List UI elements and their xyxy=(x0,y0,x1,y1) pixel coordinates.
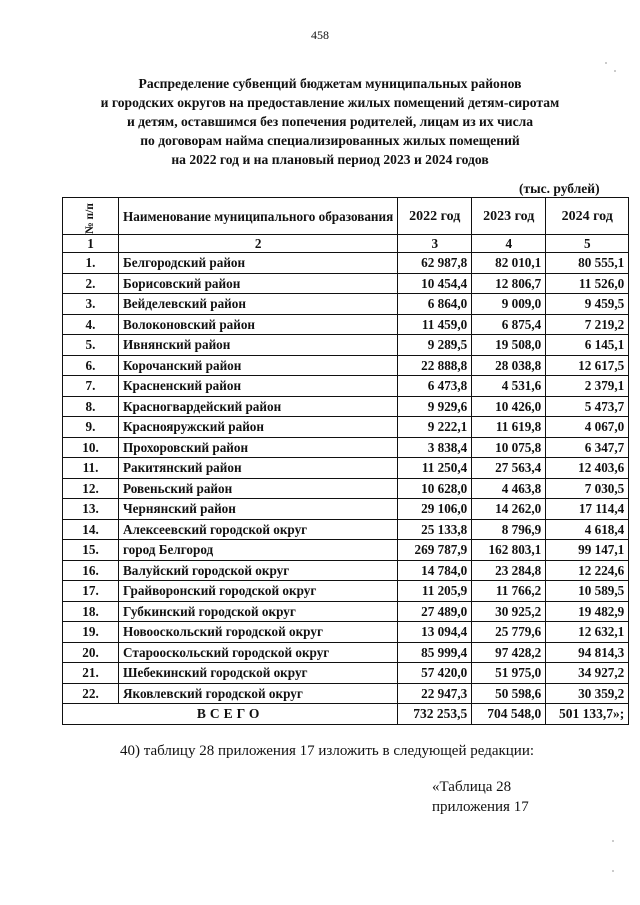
scan-speck xyxy=(605,62,607,64)
value-2024: 94 814,3 xyxy=(546,642,629,663)
value-2024: 5 473,7 xyxy=(546,396,629,417)
value-2022: 10 454,4 xyxy=(398,273,472,294)
value-2022: 6 473,8 xyxy=(398,376,472,397)
table-row xyxy=(63,601,629,622)
municipality-name: Губкинский городской округ xyxy=(119,601,398,622)
value-2023: 11 619,8 xyxy=(472,417,546,438)
distribution-table xyxy=(62,197,629,725)
row-number: 10. xyxy=(63,437,119,458)
value-2024: 12 224,6 xyxy=(546,560,629,581)
value-2022: 22 947,3 xyxy=(398,683,472,704)
value-2023: 162 803,1 xyxy=(472,540,546,561)
header-2024: 2024 год xyxy=(546,198,629,235)
value-2023: 10 426,0 xyxy=(472,396,546,417)
column-index: 1 xyxy=(63,235,119,253)
header-name: Наименование муниципального образования xyxy=(119,198,398,235)
title-line-3: и детям, оставшимся без попечения родителей, лицам из их числа xyxy=(126,114,534,129)
municipality-name: Грайворонский городской округ xyxy=(119,581,398,602)
table-row xyxy=(63,294,629,315)
value-2023: 27 563,4 xyxy=(472,458,546,479)
value-2023: 19 508,0 xyxy=(472,335,546,356)
value-2024: 12 632,1 xyxy=(546,622,629,643)
title-line-2: и городских округов на предоставление жилых помещений детям-сиротам xyxy=(100,95,560,110)
value-2023: 30 925,2 xyxy=(472,601,546,622)
row-number: 16. xyxy=(63,560,119,581)
value-2022: 57 420,0 xyxy=(398,663,472,684)
row-number: 14. xyxy=(63,519,119,540)
municipality-name: Ракитянский район xyxy=(119,458,398,479)
title-line-1: Распределение субвенций бюджетам муниципальных районов xyxy=(138,76,522,91)
document-title xyxy=(60,74,600,169)
table-row xyxy=(63,642,629,663)
municipality-name: Вейделевский район xyxy=(119,294,398,315)
row-number: 13. xyxy=(63,499,119,520)
row-number: 6. xyxy=(63,355,119,376)
row-number: 2. xyxy=(63,273,119,294)
value-2022: 3 838,4 xyxy=(398,437,472,458)
title-line-4: по договорам найма специализированных жилых помещений xyxy=(140,133,520,148)
value-2022: 9 222,1 xyxy=(398,417,472,438)
table-reference-line-1: «Таблица 28 xyxy=(432,779,512,795)
value-2024: 12 617,5 xyxy=(546,355,629,376)
column-index: 4 xyxy=(472,235,546,253)
table-row xyxy=(63,499,629,520)
value-2024: 17 114,4 xyxy=(546,499,629,520)
row-number: 7. xyxy=(63,376,119,397)
municipality-name: Красненский район xyxy=(119,376,398,397)
table-row xyxy=(63,253,629,274)
header-2022: 2022 год xyxy=(398,198,472,235)
table-reference-line-2: приложения 17 xyxy=(432,799,529,815)
value-2022: 6 864,0 xyxy=(398,294,472,315)
value-2024: 12 403,6 xyxy=(546,458,629,479)
municipality-name: Красногвардейский район xyxy=(119,396,398,417)
row-number: 19. xyxy=(63,622,119,643)
value-2024: 6 347,7 xyxy=(546,437,629,458)
value-2023: 12 806,7 xyxy=(472,273,546,294)
table-row xyxy=(63,437,629,458)
table-row xyxy=(63,478,629,499)
value-2023: 4 463,8 xyxy=(472,478,546,499)
municipality-name: Яковлевский городской округ xyxy=(119,683,398,704)
table-row xyxy=(63,273,629,294)
table-row xyxy=(63,396,629,417)
value-2023: 50 598,6 xyxy=(472,683,546,704)
table-row xyxy=(63,355,629,376)
value-2022: 11 250,4 xyxy=(398,458,472,479)
scan-speck xyxy=(612,840,614,842)
value-2022: 13 094,4 xyxy=(398,622,472,643)
value-2023: 6 875,4 xyxy=(472,314,546,335)
units-label: (тыс. рублей) xyxy=(519,181,600,196)
total-label: ВСЕГО xyxy=(63,704,398,725)
value-2023: 25 779,6 xyxy=(472,622,546,643)
table-body xyxy=(63,253,629,704)
value-2024: 6 145,1 xyxy=(546,335,629,356)
total-row xyxy=(63,704,629,725)
value-2022: 14 784,0 xyxy=(398,560,472,581)
row-number: 1. xyxy=(63,253,119,274)
value-2024: 99 147,1 xyxy=(546,540,629,561)
row-number: 4. xyxy=(63,314,119,335)
value-2023: 9 009,0 xyxy=(472,294,546,315)
value-2024: 7 030,5 xyxy=(546,478,629,499)
row-number: 20. xyxy=(63,642,119,663)
value-2023: 8 796,9 xyxy=(472,519,546,540)
municipality-name: Валуйский городской округ xyxy=(119,560,398,581)
value-2022: 25 133,8 xyxy=(398,519,472,540)
value-2022: 9 289,5 xyxy=(398,335,472,356)
total-2023: 704 548,0 xyxy=(472,704,546,725)
row-number: 11. xyxy=(63,458,119,479)
column-index-row xyxy=(63,235,629,253)
header-2023: 2023 год xyxy=(472,198,546,235)
value-2023: 4 531,6 xyxy=(472,376,546,397)
municipality-name: Алексеевский городской округ xyxy=(119,519,398,540)
table-row xyxy=(63,314,629,335)
row-number: 3. xyxy=(63,294,119,315)
total-2022: 732 253,5 xyxy=(398,704,472,725)
column-index: 5 xyxy=(546,235,629,253)
row-number: 5. xyxy=(63,335,119,356)
value-2022: 11 205,9 xyxy=(398,581,472,602)
column-index: 3 xyxy=(398,235,472,253)
value-2023: 51 975,0 xyxy=(472,663,546,684)
table-row xyxy=(63,376,629,397)
value-2022: 85 999,4 xyxy=(398,642,472,663)
value-2022: 22 888,8 xyxy=(398,355,472,376)
row-number: 9. xyxy=(63,417,119,438)
row-number: 21. xyxy=(63,663,119,684)
header-number: № п/п xyxy=(63,198,119,235)
table-row xyxy=(63,458,629,479)
table-row xyxy=(63,683,629,704)
page-number: 458 xyxy=(311,28,329,42)
table-header-row xyxy=(63,198,629,235)
value-2022: 10 628,0 xyxy=(398,478,472,499)
table-row xyxy=(63,622,629,643)
table-row xyxy=(63,519,629,540)
municipality-name: Прохоровский район xyxy=(119,437,398,458)
value-2022: 62 987,8 xyxy=(398,253,472,274)
table-row xyxy=(63,663,629,684)
value-2023: 10 075,8 xyxy=(472,437,546,458)
municipality-name: Шебекинский городской округ xyxy=(119,663,398,684)
municipality-name: Краснояружский район xyxy=(119,417,398,438)
total-2024: 501 133,7»; xyxy=(546,704,629,725)
value-2024: 4 618,4 xyxy=(546,519,629,540)
row-number: 12. xyxy=(63,478,119,499)
value-2022: 27 489,0 xyxy=(398,601,472,622)
value-2023: 82 010,1 xyxy=(472,253,546,274)
value-2024: 80 555,1 xyxy=(546,253,629,274)
municipality-name: Ивнянский район xyxy=(119,335,398,356)
scan-speck xyxy=(612,870,614,872)
value-2024: 34 927,2 xyxy=(546,663,629,684)
value-2022: 269 787,9 xyxy=(398,540,472,561)
municipality-name: Белгородский район xyxy=(119,253,398,274)
row-number: 22. xyxy=(63,683,119,704)
value-2023: 11 766,2 xyxy=(472,581,546,602)
column-index: 2 xyxy=(119,235,398,253)
title-line-5: на 2022 год и на плановый период 2023 и 2024 годов xyxy=(171,152,489,167)
value-2024: 10 589,5 xyxy=(546,581,629,602)
scan-speck xyxy=(614,70,616,72)
value-2024: 2 379,1 xyxy=(546,376,629,397)
value-2024: 19 482,9 xyxy=(546,601,629,622)
row-number: 8. xyxy=(63,396,119,417)
municipality-name: Борисовский район xyxy=(119,273,398,294)
value-2022: 29 106,0 xyxy=(398,499,472,520)
table-row xyxy=(63,560,629,581)
municipality-name: Корочанский район xyxy=(119,355,398,376)
table-row xyxy=(63,417,629,438)
value-2023: 28 038,8 xyxy=(472,355,546,376)
value-2024: 7 219,2 xyxy=(546,314,629,335)
value-2022: 11 459,0 xyxy=(398,314,472,335)
municipality-name: Старооскольский городской округ xyxy=(119,642,398,663)
municipality-name: город Белгород xyxy=(119,540,398,561)
table-row xyxy=(63,335,629,356)
municipality-name: Новооскольский городской округ xyxy=(119,622,398,643)
municipality-name: Ровеньский район xyxy=(119,478,398,499)
value-2024: 9 459,5 xyxy=(546,294,629,315)
municipality-name: Чернянский район xyxy=(119,499,398,520)
value-2024: 4 067,0 xyxy=(546,417,629,438)
value-2023: 14 262,0 xyxy=(472,499,546,520)
table-row xyxy=(63,540,629,561)
municipality-name: Волоконовский район xyxy=(119,314,398,335)
row-number: 18. xyxy=(63,601,119,622)
table-row xyxy=(63,581,629,602)
value-2023: 97 428,2 xyxy=(472,642,546,663)
value-2024: 30 359,2 xyxy=(546,683,629,704)
row-number: 15. xyxy=(63,540,119,561)
value-2023: 23 284,8 xyxy=(472,560,546,581)
row-number: 17. xyxy=(63,581,119,602)
value-2024: 11 526,0 xyxy=(546,273,629,294)
amendment-note: 40) таблицу 28 приложения 17 изложить в следующей редакции: xyxy=(120,743,535,759)
value-2022: 9 929,6 xyxy=(398,396,472,417)
